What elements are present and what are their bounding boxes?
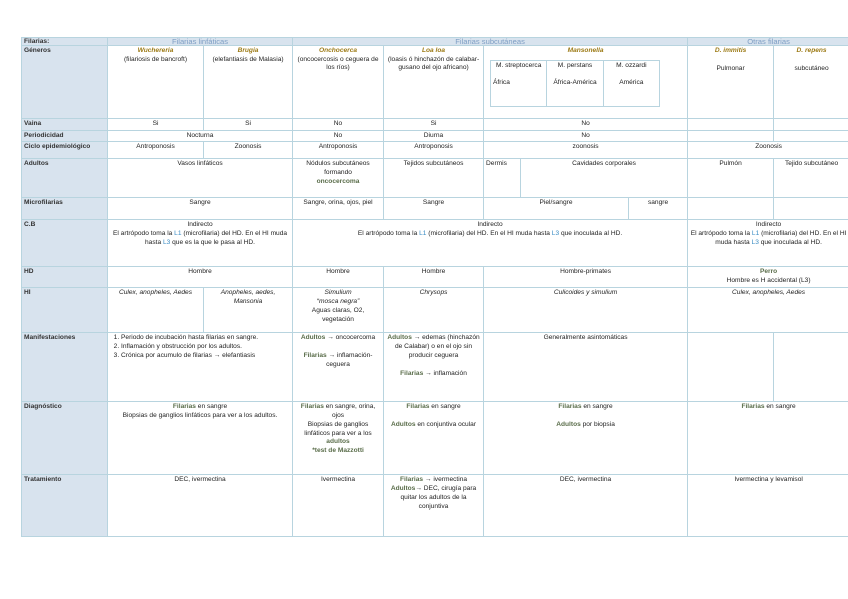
cell: Tejidos subcutáneos xyxy=(384,159,484,198)
cell xyxy=(293,159,384,198)
cell: Nocturna xyxy=(108,130,293,142)
cell: Dermis xyxy=(484,159,521,198)
list-item: 3. Crónica por acumulo de filarias → elefantiasis xyxy=(121,352,290,361)
genus-desc: Pulmonar xyxy=(716,64,745,72)
cell: Sangre, orina, ojos, piel xyxy=(293,198,384,220)
cell xyxy=(774,198,848,220)
text: En el HI muda hasta xyxy=(145,230,288,246)
row-vaina xyxy=(22,119,848,131)
row-diagnostico xyxy=(22,402,848,475)
cell-brugia xyxy=(204,46,293,119)
genus-loaloa: Loa loa xyxy=(421,47,446,54)
row-header-ciclo: Ciclo epidemiológico xyxy=(22,142,108,159)
cell xyxy=(384,402,484,475)
cell: zoonosis xyxy=(484,142,688,159)
cell xyxy=(688,402,848,475)
text: (microfilaria) del HD. En el HI muda hasta xyxy=(715,230,847,246)
cell-cb-subcut xyxy=(293,220,688,267)
manifest-list xyxy=(110,334,290,360)
species-region: África xyxy=(493,79,510,87)
genus-immitis: D. immitis xyxy=(714,47,747,54)
cell xyxy=(774,333,848,402)
cell: sangre xyxy=(629,198,688,220)
cell-cb-otras xyxy=(688,220,848,267)
text: Hombre es H accidental (L3) xyxy=(726,277,811,285)
genus-desc: subcutáneo xyxy=(794,64,829,72)
text: en sangre xyxy=(195,403,228,411)
cell xyxy=(108,333,293,402)
species-name: M. ozzardi xyxy=(616,61,647,69)
species-name: M. perstans xyxy=(557,61,593,69)
cell: Hombre xyxy=(293,267,384,288)
text-mazzotti: *test de Mazzotti xyxy=(312,446,364,454)
cell: Culex, anopheles, Aedes xyxy=(108,288,204,333)
cell xyxy=(384,333,484,402)
row-header-vaina: Vaina xyxy=(22,119,108,131)
genus-wuchereria: Wuchereria xyxy=(137,47,174,54)
cell xyxy=(774,130,848,142)
text: “mosca negra” xyxy=(316,298,360,306)
cell xyxy=(293,402,384,475)
text: → edemas (hinchazón de Calabar) o en el ojo sin producir ceguera xyxy=(395,334,480,359)
genus-mansonella: Mansonella xyxy=(567,47,604,54)
stage-l3: L3 xyxy=(162,238,171,246)
species-ozzardi xyxy=(603,60,659,106)
row-generos xyxy=(22,46,848,119)
text: en sangre xyxy=(764,403,796,411)
cell: Anopheles, aedes, Mansonia xyxy=(204,288,293,333)
list-item: 2. Inflamación y obstrucción por los adultos. xyxy=(121,343,290,352)
text-filarias: Filarias xyxy=(300,403,324,411)
species-name: M. streptocerca xyxy=(495,61,542,69)
text: (microfilaria) del HD. En el HI muda hasta xyxy=(426,230,552,238)
cell: Zoonosis xyxy=(688,142,848,159)
text: en sangre, orina, ojos xyxy=(323,403,376,420)
group-otras: Otras filarias xyxy=(688,38,848,46)
cell: Hombre xyxy=(108,267,293,288)
cell: Hombre xyxy=(384,267,484,288)
text: Indirecto xyxy=(755,221,782,229)
cell: Pulmón xyxy=(688,159,774,198)
text: Biopsias de ganglios linfáticos para ver a los xyxy=(304,420,372,437)
row-header-diagnostico: Diagnóstico xyxy=(22,402,108,475)
cell-wuchereria xyxy=(108,46,204,119)
cell xyxy=(688,267,848,288)
genus-desc: (oncocercosis o ceguera de los ríos) xyxy=(297,55,379,72)
cell: Diurna xyxy=(384,130,484,142)
row-tratamiento xyxy=(22,475,848,537)
row-header-cb: C.B xyxy=(22,220,108,267)
row-header-manifestaciones: Manifestaciones xyxy=(22,333,108,402)
cell: Antroponosis xyxy=(108,142,204,159)
stage-l1: L1 xyxy=(419,230,427,238)
cell: Cavidades corporales xyxy=(521,159,688,198)
text: en sangre xyxy=(429,403,461,411)
text-adultos: Adultos xyxy=(556,421,581,429)
cell xyxy=(293,333,384,402)
group-linfaticas: Filarias linfáticas xyxy=(108,38,293,46)
cell: Antroponosis xyxy=(293,142,384,159)
text: Nódulos subcutáneos formando xyxy=(306,160,370,177)
cell: Zoonosis xyxy=(204,142,293,159)
cell xyxy=(688,119,774,131)
text-adultos: Adultos xyxy=(391,421,416,429)
genus-repens: D. repens xyxy=(796,47,827,54)
stage-l1: L1 xyxy=(174,230,182,238)
cell-loaloa xyxy=(384,46,484,119)
row-hi xyxy=(22,288,848,333)
text: → inflamación xyxy=(423,369,467,377)
row-header-hi: HI xyxy=(22,288,108,333)
row-header-adultos: Adultos xyxy=(22,159,108,198)
filarias-table xyxy=(21,37,848,537)
cell: Piel/sangre xyxy=(484,198,629,220)
row-header-generos: Géneros xyxy=(22,46,108,119)
genus-desc: (elefantiasis de Malasia) xyxy=(212,55,284,63)
row-header-filarias: Filarias: xyxy=(22,38,108,46)
row-adultos xyxy=(22,159,848,198)
species-region: África-América xyxy=(553,79,597,87)
text: Indirecto xyxy=(477,221,503,229)
cell: Si xyxy=(108,119,204,131)
cell-repens xyxy=(774,46,848,119)
text-adultos: Adultos xyxy=(390,485,416,493)
text-filarias: Filarias xyxy=(303,352,327,360)
cell: Hombre-primates xyxy=(484,267,688,288)
cell xyxy=(688,130,774,142)
text-adultos: Adultos xyxy=(387,334,412,342)
row-hd xyxy=(22,267,848,288)
text: que inoculada al HD. xyxy=(758,238,822,246)
cell: DEC, ivermectina xyxy=(484,475,688,537)
stage-l3: L3 xyxy=(551,230,560,238)
text-filarias: Filarias xyxy=(399,476,424,484)
text: → ivermectina xyxy=(423,476,468,484)
cell: No xyxy=(484,119,688,131)
cell: DEC, ivermectina xyxy=(108,475,293,537)
text: en conjuntiva ocular xyxy=(415,421,477,429)
cell: No xyxy=(293,130,384,142)
cell xyxy=(484,402,688,475)
stage-l1: L1 xyxy=(751,230,760,238)
genus-desc: (filariosis de bancroft) xyxy=(123,55,188,63)
stage-l3: L3 xyxy=(751,238,759,246)
text: (microfilaria) del HD. xyxy=(181,230,244,238)
text-filarias: Filarias xyxy=(741,403,765,411)
text: → oncocercoma xyxy=(325,334,376,342)
text-adultos: adultos xyxy=(326,438,350,446)
text: Biopsias de ganglios linfáticos para ver a los adultos. xyxy=(122,412,278,420)
species-streptocerca xyxy=(491,60,547,106)
genus-onchocerca: Onchocerca xyxy=(318,47,358,54)
cell: Chrysops xyxy=(384,288,484,333)
cell: Tejido subcutáneo xyxy=(774,159,848,198)
row-header-microfilarias: Microfilarias xyxy=(22,198,108,220)
row-header-tratamiento: Tratamiento xyxy=(22,475,108,537)
species-perstans xyxy=(547,60,603,106)
cell: Culicoides y simulium xyxy=(484,288,688,333)
cell xyxy=(293,288,384,333)
text-perro: Perro xyxy=(759,268,778,276)
cell: Sangre xyxy=(384,198,484,220)
row-manifestaciones xyxy=(22,333,848,402)
mansonella-subtable xyxy=(490,60,660,107)
cell xyxy=(774,119,848,131)
cell-mansonella xyxy=(484,46,688,119)
text-oncocercoma: oncocercoma xyxy=(316,177,360,185)
text: Simulium xyxy=(324,289,352,297)
text: El artrópodo toma la xyxy=(690,230,752,238)
cell xyxy=(688,198,774,220)
cell: Si xyxy=(204,119,293,131)
text: El artrópodo toma la xyxy=(112,230,175,238)
list-item: 1. Periodo de incubación hasta filarias en sangre. xyxy=(121,334,290,343)
row-microfilarias xyxy=(22,198,848,220)
cell-immitis xyxy=(688,46,774,119)
genus-desc: (loasis ó hinchazón de calabar- gusano del ojo africano) xyxy=(387,55,480,72)
text: Aguas claras, O2, vegetación xyxy=(311,306,365,323)
cell-cb-linf xyxy=(108,220,293,267)
text-filarias: Filarias xyxy=(400,369,424,377)
row-periodicidad xyxy=(22,130,848,142)
cell xyxy=(108,402,293,475)
text: que inoculada al HD. xyxy=(559,230,623,238)
cell: Ivermectina xyxy=(293,475,384,537)
text: Indirecto xyxy=(187,221,213,229)
cell: Culex, anopheles, Aedes xyxy=(688,288,848,333)
cell xyxy=(688,333,774,402)
text: en sangre xyxy=(581,403,613,411)
cell: Antroponosis xyxy=(384,142,484,159)
cell: Si xyxy=(384,119,484,131)
header-row xyxy=(22,38,848,46)
text-filarias: Filarias xyxy=(172,403,196,411)
text-filarias: Filarias xyxy=(558,403,582,411)
row-header-periodicidad: Periodicidad xyxy=(22,130,108,142)
cell xyxy=(384,475,484,537)
row-ciclo xyxy=(22,142,848,159)
row-cb xyxy=(22,220,848,267)
text-adultos: Adultos xyxy=(300,334,326,342)
genus-brugia: Brugia xyxy=(237,47,259,54)
text: → inflamación-ceguera xyxy=(326,352,373,368)
group-subcutaneas: Filarias subcutáneas xyxy=(293,38,688,46)
cell-onchocerca xyxy=(293,46,384,119)
text: que es la que le pasa al HD. xyxy=(170,238,255,246)
text-filarias: Filarias xyxy=(406,403,430,411)
text: → DEC, cirugía para quitar los adultos de la conjuntiva xyxy=(400,485,477,510)
cell: No xyxy=(484,130,688,142)
cell: Generalmente asintomáticas xyxy=(484,333,688,402)
cell: Vasos linfáticos xyxy=(108,159,293,198)
cell: Sangre xyxy=(108,198,293,220)
text: por biopsia xyxy=(580,421,615,429)
text: El artrópodo toma la xyxy=(357,230,420,238)
species-region: América xyxy=(619,79,644,87)
row-header-hd: HD xyxy=(22,267,108,288)
cell: Ivermectina y levamisol xyxy=(688,475,848,537)
cell: No xyxy=(293,119,384,131)
